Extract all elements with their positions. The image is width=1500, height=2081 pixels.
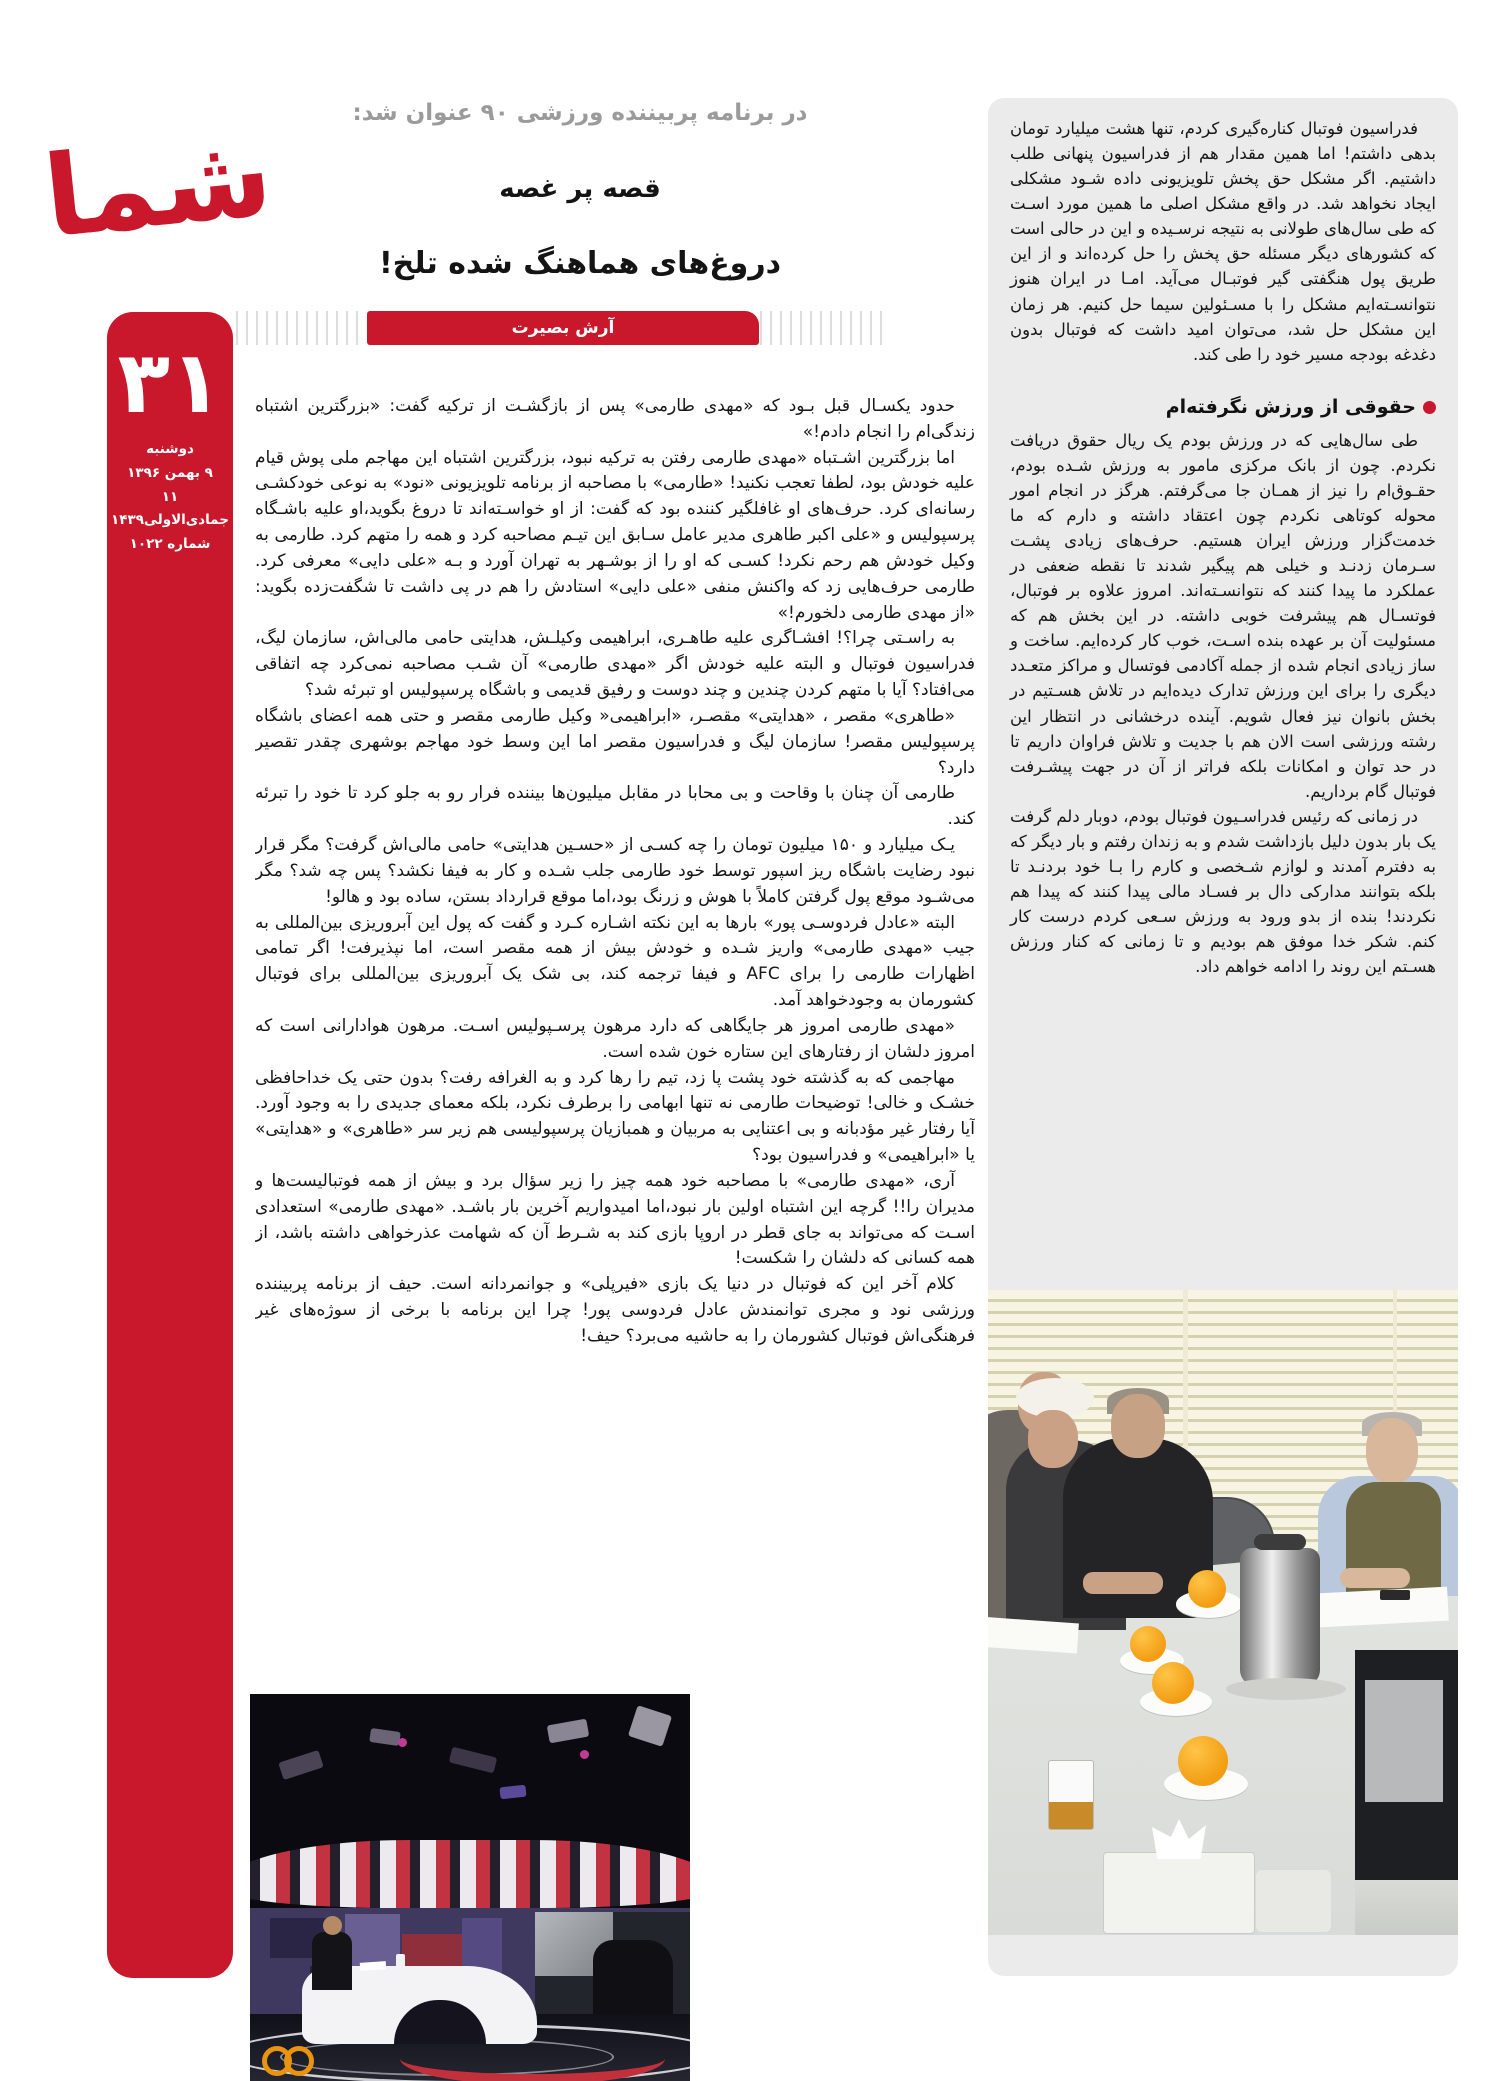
- date-hijri: ۱۱ جمادی‌الاولی۱۴۳۹: [111, 488, 229, 529]
- byline-stripes-left: [760, 311, 890, 345]
- paragraph: مهاجمی که به گذشته خود پشت پا زد، تیم را رها کرد و به الغرافه رفت؟ بدون حتی یک خداحافظی خشـک و خالی! توضیحات طارمی نه تنها ابهامی را برطرف نکرد، بلکه معمای جدیدی را به وجود آورد. آیا رفتار غیر مؤدبانه و بی اعتنایی به مربیان و همبازیان پرسپولیسی هم زیر سر «طاهری» و «هدایتی» یا «ابراهیمی» و فدراسیون بود؟: [255, 1067, 975, 1166]
- pitcher-tray: [1226, 1678, 1346, 1700]
- paragraph: «مهدی طارمی امروز هر جایگاهی که دارد مرهون پرسـپولیس اسـت. مرهون هوادارانی است که امروز دلشان از رفتارهای این ستاره خون شده است.: [255, 1015, 975, 1062]
- cabinet-panel: [1365, 1680, 1443, 1802]
- article-title: قصه پر غصه: [499, 174, 661, 204]
- column-subhead-label: حقوقی از ورزش نگرفته‌ام: [1165, 395, 1416, 418]
- vest-man-hands: [1340, 1568, 1410, 1588]
- studio-light-icon: [278, 1750, 324, 1780]
- folded-hands: [1083, 1572, 1163, 1594]
- pitcher-lid: [1254, 1534, 1306, 1550]
- studio-light-icon: [499, 1785, 526, 1800]
- byline-row: [200, 311, 960, 345]
- masthead-logo: شما: [38, 110, 278, 264]
- byline-bar: آرش بصیرت: [367, 311, 759, 345]
- studio-arch-band: [250, 1840, 690, 1908]
- page-number: ۳۱: [117, 333, 223, 433]
- weekday: دوشنبه: [146, 441, 194, 458]
- paragraph: آری، «مهدی طارمی» با مصاحبه خود همه چیز را زیر سؤال برد و بیش از همه فوتبالیست‌ها و مدیران را!! گرچه این اشتباه اولین بار نبود،اما امیدواریم آخرین بار باشـد. «مهدی طارمی» استعدادی اسـت که می‌تواند به جای قطر در اروپا بازی کند به شـرط آن که شهامت عذرخواهی داشته باشد، از همه کسانی که دلشان را شکست!: [255, 1170, 975, 1269]
- attendee-head: [1111, 1394, 1165, 1458]
- orange-fruit: [1178, 1736, 1228, 1786]
- backwall-panel: [402, 1934, 462, 1968]
- studio-light-icon: [449, 1747, 498, 1774]
- tiled-floor: [1355, 1880, 1458, 1935]
- backwall-panel: [345, 1914, 400, 1969]
- studio-light-icon: [580, 1750, 589, 1759]
- vest-man-head: [1366, 1418, 1418, 1484]
- studio-light-icon: [628, 1705, 672, 1747]
- table-papers: [988, 1617, 1079, 1654]
- kicker: در برنامه پربیننده ورزشی ۹۰ عنوان شد:: [352, 100, 808, 126]
- meeting-photo: [988, 1290, 1458, 1935]
- dark-cabinet: [1355, 1650, 1458, 1885]
- column-paragraph: در زمانی که رئیس فدراسـیون فوتبال بودم، دوبار دلم گرفت یک بار بدون دلیل بازداشت شدم و به زندان رفتم و بار دیگر که به دفترم آمدند و لوازم شـخصی و کارم را بـا خود بردنـد تا بلکه بتوانند مدارکی دال بر فسـاد مالی پیدا کنند که پیدا هم نکردند! بنده از بدو ورود به ورزش سـعی کردم درست کار کنم. شکر خدا موفق هم بودیم و تا زمانی که کنار ورزش هسـتم این روند را ادامه خواهم داد.: [1010, 806, 1436, 977]
- studio-light-icon: [547, 1719, 590, 1744]
- host-head: [323, 1916, 342, 1935]
- tissue-box: [1103, 1852, 1255, 1934]
- article-header: [200, 100, 960, 345]
- date-shamsi: ۹ بهمن ۱۳۹۶: [127, 464, 213, 481]
- paragraph: البته «عادل فردوسـی پور» بارها به این نکته اشـاره کـرد و گفت که پول این آبروریزی بین‌المللی به جیب «مهدی طارمی» واریز شـده و خودش بیش از همه مقصر است، اما نپذیرفت! اگر تمامی اظهارات طارمی را برای AFC و فیفا ترجمه کند، بی شک یک آبروریزی بین‌المللی برای فوتبال کشورمان به وجودخواهد آمد.: [255, 912, 975, 1011]
- orange-fruit: [1130, 1626, 1166, 1662]
- program-90-logo: [284, 2046, 314, 2076]
- issue-rail: [107, 312, 233, 1978]
- desk-cup: [396, 1954, 405, 1967]
- white-tray: [1256, 1870, 1331, 1932]
- screen-guest-silhouette: [593, 1940, 673, 2014]
- article-body: [255, 394, 975, 1646]
- host-silhouette: [312, 1932, 352, 1990]
- paragraph: «طاهری» مقصر ، «هدایتی» مقصـر، «ابراهیمی« وکیل طارمی مقصر و حتی همه اعضای باشگاه پرسپولیس مقصر! سازمان لیگ و فدراسیون مقصر اما این وسط خود مهاجم بوشهری چقدر تقصیر دارد؟: [255, 705, 975, 778]
- studio-screen: [535, 1912, 690, 2014]
- interview-column: [988, 98, 1458, 1976]
- column-paragraph: طی سال‌هایی که در ورزش بودم یک ریال حقوق دریافت نکردم. چون از بانک مرکزی مامور به ورزش شـده بودم، حقـوق‌ام را نیز از همـان جا می‌گرفتم. هرگز در انجام امور محوله کوتاهی نکردم چون اعتقاد داشته و دارم که ما خدمت‌گزار ورزش ایران هستیم. حرف‌های زیادی پشـت سـرمان زدنـد و خیلی هم پیگیر شدند تا نقطه ضعفی در عملکرد ما پیدا کنند که نتوانسـته‌اند. امروز علاوه بر فوتبال، فوتسـال هم پیشرفت خوبی داشته. در این بخش هم که مسئولیت آن بر عهده بنده اسـت، خوب کار کرده‌ایم. ساخت و ساز زیادی انجام شده از جمله آکادمی فوتسال و مراکز متعـدد دیگری را برای این ورزش تدارک دیده‌ایم در تلاش هسـتیم در بخش بانوان نیز فعال شویم. آینده درخشانی در انتظار این رشته ورزشی است الان هم با جدیت و تلاش فراوان داریم تا در حد توان و امکانات بلکه فراتر از آن در جهت پیشـرفت فوتبال گام برداریم.: [1010, 430, 1436, 801]
- paragraph: حدود یکسـال قبل بـود که «مهدی طارمی» پس از بازگشـت از ترکیه گفت: «بزرگترین اشتباه زندگی‌ام را انجام دادم!»: [255, 396, 975, 442]
- tea-glass: [1048, 1760, 1094, 1830]
- column-lead: فدراسیون فوتبال کناره‌گیری کردم، تنها هشت میلیارد تومان بدهی داشتم! اما همین مقدار هم از فدراسیون پنهانی طلب داشتیم. اگر مشکل حق پخش تلویزیونی داده شـود مشکلی ایجاد نخواهد شد. در واقع مشکل اصلی ما همین مورد اسـت که طی سال‌های طولانی به نتیجه نرسـیده و این در حالی است که کشورهای دیگر مسئله حق پخش را حل کرده‌اند و از این طریق پول هنگفتی گیر فوتبـال می‌آید. امـا در ایران هنوز نتوانسـته‌ایم مشکل را با مسـئولین سیما حل کنیم. هر زمان این مشکل حل شد، می‌توان امید داشت که فوتبال بدون دغدغه بودجه مسیر خود را طی کند.: [1010, 119, 1436, 364]
- paragraph: اما بزرگترین اشـتباه «مهدی طارمی رفتن به ترکیه نبود، بزرگترین اشتباه این مهاجم ملی پوش قیام علیه خودش بود، لطفا تعجب نکنید! «طارمی» با مصاحبه از برنامه تلویزیونی «نود» به نوعی خودکشـی رسانه‌ای کرد. حرف‌های او غافلگیر کننده بود که گفت: از او خواسـته‌اند تا دروغ بگوید،او علیه باشـگاه پرسپولیس و «علی اکبر طاهری مدیر عامل سـابق این تیـم مصاحبه کرد و همه را متهم کرد. طارمی به وکیل خودش هم رحم نکرد! کسـی که او را از بوشـهر به تهران آورد و بـه «علی دایی» معرفی کرد. طارمی حرف‌هایی زد که واکنش منفی «علی دایی» استادش را هم در پی داشت تا شگفت‌زده بگوید: «از مهدی طارمی دلخورم!»: [255, 447, 975, 623]
- studio-light-icon: [369, 1728, 401, 1746]
- paragraph: یـک میلیارد و ۱۵۰ میلیون تومان را چه کسـی از «حسـین هدایتی» حامی مالی‌اش گرفت؟ مگر قرار نبود رضایت باشگاه ریز اسپور توسط خود طارمی جلب شـده و کار به فیفا نکشد؟ پس چه شد؟ مگر می‌شـود موقع پول گرفتن کاملاً با هوش و زرنگ بود،اما موقع قرارداد بستن، ساده بود و هالو!: [255, 835, 975, 907]
- paragraph: به راسـتی چرا؟! افشـاگری علیه طاهـری، ابراهیمی وکیلـش، هدایتی حامی مالی‌اش، سازمان لیگ، فدراسیون فوتبال و البته علیه خودش اگر «مهدی طارمی» آن شـب مصاحبه نمی‌کرد چه اتفاقی می‌افتاد؟ آیا با متهم کردن چندین و چند دوست و رفیق قدیمی و باشگاه پرسپولیس او تبرئه شد؟: [255, 628, 975, 701]
- paragraph: طارمی آن چنان با وقاحت و بی محابا در مقابل میلیون‌ها بیننده فرار رو به جلو کرد تا خود را تبرئه کند.: [255, 783, 975, 830]
- paragraph: کلام آخر این که فوتبال در دنیا یک بازی «فیرپلی» و جوانمردانه است. حیف از برنامه پربیننده ورزشی نود و مجری توانمندش عادل فردوسی پور! چرا این برنامه با برخی از سوژه‌های غیر فرهنگی‌اش فوتبال کشورمان را به حاشیه می‌برد؟ حیف!: [255, 1274, 975, 1346]
- interview-column-text: [988, 98, 1458, 1266]
- issue-dates: [107, 438, 233, 556]
- studio-light-icon: [398, 1738, 407, 1747]
- desk-arch: [394, 2000, 486, 2044]
- column-subhead: [1010, 393, 1436, 422]
- orange-fruit: [1152, 1662, 1194, 1704]
- orange-fruit: [1188, 1570, 1226, 1608]
- byline-stripes-right: [236, 311, 366, 345]
- article-headline: دروغ‌های هماهنگ شده تلخ!: [379, 246, 781, 281]
- cleric-head: [1028, 1410, 1078, 1468]
- issue-number: شماره ۱۰۲۲: [129, 535, 211, 552]
- tv-studio-photo: [250, 1694, 690, 2081]
- metal-pitcher: [1240, 1548, 1320, 1686]
- bullet-dot-icon: [1423, 401, 1436, 414]
- mobile-phone: [1380, 1590, 1410, 1600]
